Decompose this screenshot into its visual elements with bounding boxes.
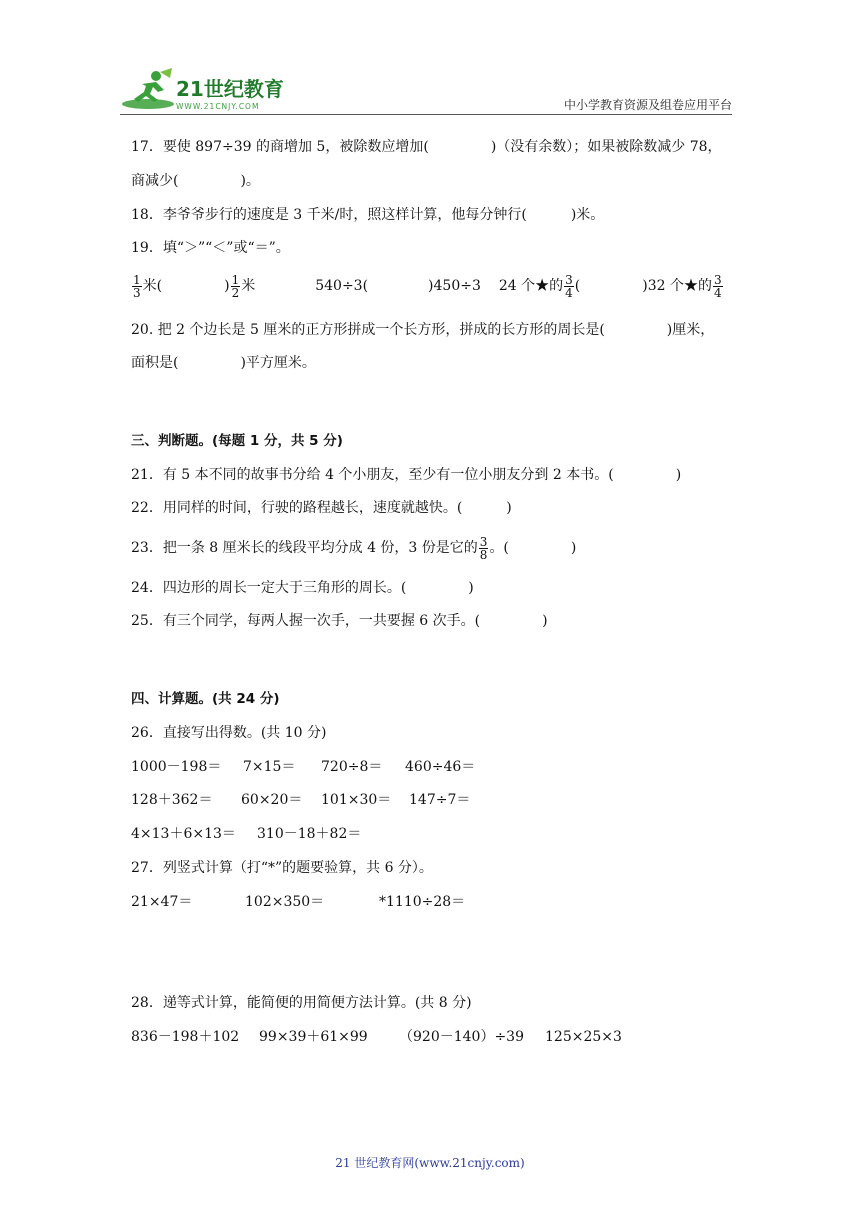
calc-item: 60×20＝ (241, 792, 303, 808)
question-28-items (131, 1027, 622, 1047)
calc-item: 125×25×3 (545, 1029, 622, 1045)
question-19-items: $\frac{1}{3}$ 米( ) $\frac{1}{2}$ 米 540÷3( )450÷3 24 个★的 $\frac{3}{4}$ ( )32 个★的 $\frac{3}{4}$ (133, 272, 722, 300)
svg-text:WWW.21CNJY.COM: WWW.21CNJY.COM (176, 102, 260, 111)
question-26-row-3 (131, 824, 361, 844)
platform-name: 中小学教育资源及组卷应用平台 (563, 98, 732, 112)
calc-item: 310－18＋82＝ (257, 826, 362, 842)
calc-item: 720÷8＝ (321, 759, 383, 775)
question-19-title: 19．填“＞”“＜”或“＝”。 (131, 240, 290, 256)
question-27-title: 27．列竖式计算（打“*”的题要验算，共 6 分）。 (131, 860, 433, 876)
question-25: 25．有三个同学，每两人握一次手，一共要握 6 次手。( ) (131, 613, 548, 629)
calc-item: *1110÷28＝ (379, 894, 466, 910)
calc-item: 7×15＝ (243, 759, 296, 775)
question-18: 18．李爷爷步行的速度是 3 千米/时，照这样计算，他每分钟行( )米。 (131, 207, 605, 223)
question-28-title: 28．递等式计算，能简便的用简便方法计算。(共 8 分) (131, 995, 472, 1011)
question-23: 23．把一条 8 厘米长的线段平均分成 4 份，3 份是它的 $\frac{3}{8}$ 。( ) (131, 534, 577, 562)
section-4-title: 四、计算题。(共 24 分) (131, 691, 280, 707)
calc-item: 836－198＋102 (131, 1029, 240, 1045)
logo (120, 66, 300, 114)
calc-item: 147÷7＝ (409, 792, 471, 808)
page-header (120, 66, 732, 116)
calc-item: 99×39＋61×99 (259, 1029, 368, 1045)
calc-item: 101×30＝ (321, 792, 392, 808)
question-24: 24．四边形的周长一定大于三角形的周长。( ) (131, 580, 474, 596)
calc-item: 21×47＝ (131, 894, 193, 910)
calc-item: 4×13＋6×13＝ (131, 826, 236, 842)
question-21: 21．有 5 本不同的故事书分给 4 个小朋友，至少有一位小朋友分到 2 本书。( ) (131, 467, 682, 483)
fraction-one-half: $\frac{1}{2}$ (231, 272, 240, 300)
question-26-row-1 (131, 757, 475, 777)
fraction-one-third: $\frac{1}{3}$ (133, 272, 141, 300)
calc-item: （920－140）÷39 (399, 1029, 524, 1045)
fraction-three-eighths: $\frac{3}{8}$ (479, 534, 488, 562)
fraction-three-quarters-b: $\frac{3}{4}$ (713, 272, 722, 300)
svg-text:21世纪教育: 21世纪教育 (176, 77, 284, 101)
question-20-line-2: 面积是( )平方厘米。 (131, 355, 316, 371)
calc-item: 102×350＝ (245, 894, 325, 910)
calc-item: 1000－198＝ (131, 759, 222, 775)
header-divider (120, 114, 732, 115)
page-footer: 21 世纪教育网(www.21cnjy.com) (335, 1156, 525, 1170)
calc-item: 460÷46＝ (405, 759, 476, 775)
section-3-title: 三、判断题。(每题 1 分，共 5 分) (131, 433, 343, 449)
question-17-line-1: 17．要使 897÷39 的商增加 5，被除数应增加( )（没有余数）；如果被除数减少 78， (131, 139, 722, 155)
fraction-three-quarters-a: $\frac{3}{4}$ (565, 272, 573, 300)
question-27-items (131, 892, 465, 912)
calc-item: 128＋362＝ (131, 792, 213, 808)
question-20-line-1: 20. 把 2 个边长是 5 厘米的正方形拼成一个长方形，拼成的长方形的周长是( )厘米， (131, 322, 715, 338)
question-22: 22．用同样的时间，行驶的路程越长，速度就越快。( ) (131, 500, 512, 516)
question-26-row-2 (131, 790, 470, 810)
question-17-line-2: 商减少( )。 (131, 173, 260, 189)
question-26-title: 26．直接写出得数。(共 10 分) (131, 725, 327, 741)
